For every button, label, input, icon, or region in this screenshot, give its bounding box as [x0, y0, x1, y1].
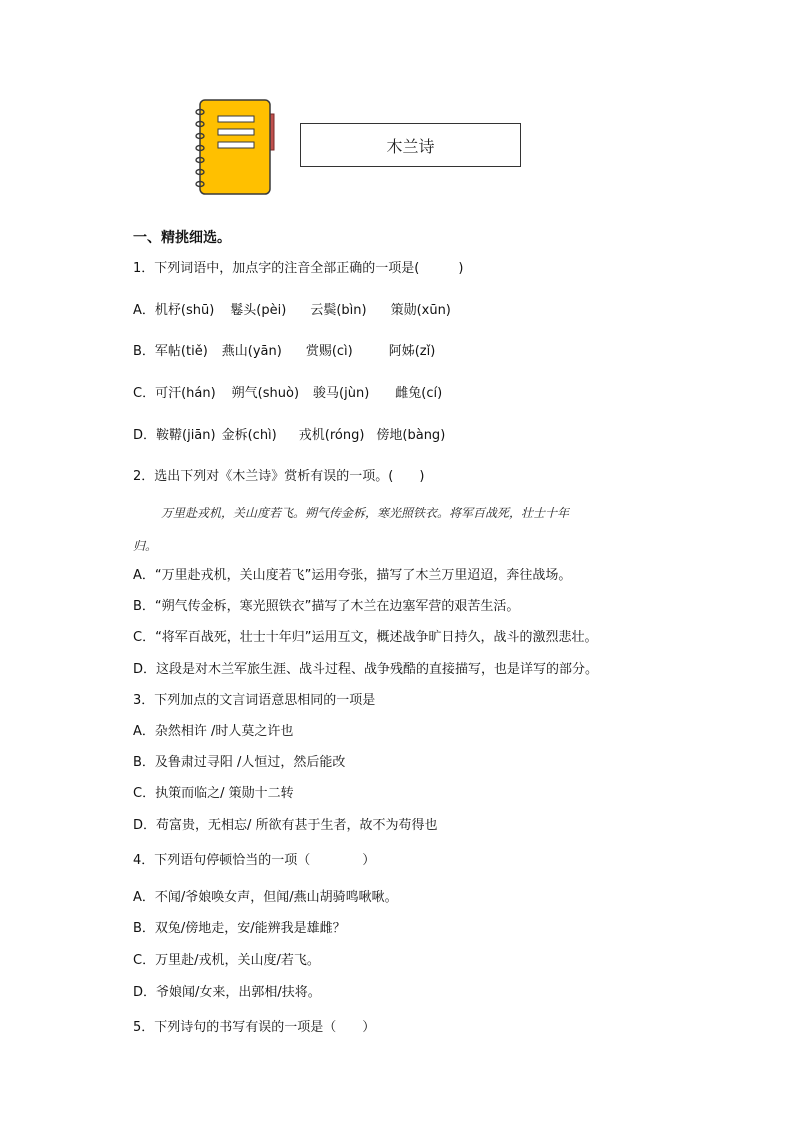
q2-option-d: D．这段是对木兰军旅生涯、战斗过程、战争残酷的直接描写，也是详写的部分。: [133, 662, 599, 677]
q2-quote-line2: 归。: [133, 539, 158, 553]
q1-c-2: 朔气(shuò): [231, 386, 300, 401]
q1-a-3: 云鬓(bìn): [310, 303, 367, 318]
q1-a-1: A．机杼(shū): [133, 303, 215, 318]
q2-stem: 2．选出下列对《木兰诗》赏析有误的一项。( ): [133, 469, 425, 484]
q1-a-2: 鬈头(pèi): [230, 303, 287, 318]
q3-stem: 3．下列加点的文言词语意思相同的一项是: [133, 693, 376, 708]
section-heading: 一、精挑细选。: [133, 230, 231, 246]
q1-d-1: D．鞍鞯(jiān): [133, 428, 216, 443]
q4-option-d: D．爷娘闻/女来，出郭相/扶将。: [133, 985, 321, 1000]
q1-c-1: C．可汗(hán): [133, 386, 216, 401]
q1-d-3: 戎机(róng): [298, 428, 365, 443]
q2-option-c: C．“将军百战死，壮士十年归”运用互文，概述战争旷日持久，战斗的激烈悲壮。: [133, 630, 598, 645]
q4-option-a: A．不闻/爷娘唤女声，但闻/燕山胡骑鸣啾啾。: [133, 890, 398, 905]
q4-option-b: B．双兔/傍地走，安/能辨我是雄雌？: [133, 921, 346, 936]
q4-stem: 4．下列语句停顿恰当的一项（ ）: [133, 853, 376, 868]
q1-option-d: [133, 427, 445, 445]
q1-stem: 1．下列词语中，加点字的注音全部正确的一项是( ): [133, 261, 464, 276]
q1-b-1: B．军帖(tiě): [133, 344, 208, 359]
q1-d-2: 金柝(chì): [221, 428, 277, 443]
q2-quote-line1: 万里赴戎机，关山度若飞。朔气传金柝，寒光照铁衣。将军百战死，壮士十年: [161, 506, 570, 520]
q1-option-b: [133, 343, 435, 361]
q1-d-4: 傍地(bàng): [376, 428, 446, 443]
q1-c-4: 雌兔(cí): [395, 386, 443, 401]
q1-b-3: 赏赐(cì): [305, 344, 353, 359]
q2-quote: [133, 497, 638, 563]
page-title: 木兰诗: [386, 136, 435, 156]
q1-a-4: 策勋(xūn): [390, 303, 451, 318]
q4-option-c: C．万里赴/戎机，关山度/若飞。: [133, 953, 320, 968]
q3-option-d: D．苟富贵，无相忘/ 所欲有甚于生者，故不为苟得也: [133, 818, 438, 833]
q1-b-4: 阿姊(zǐ): [388, 344, 436, 359]
title-box: [300, 123, 521, 167]
q1-b-2: 燕山(yān): [221, 344, 282, 359]
q3-option-c: C．执策而临之/ 策勋十二转: [133, 786, 294, 801]
q1-option-c: [133, 385, 442, 403]
q3-option-b: B．及鲁肃过寻阳 /人恒过，然后能改: [133, 755, 346, 770]
q3-option-a: A．杂然相许 /时人莫之许也: [133, 724, 294, 739]
q2-option-b: B．“朔气传金柝，寒光照铁衣”描写了木兰在边塞军营的艰苦生活。: [133, 599, 520, 614]
q5-stem: 5．下列诗句的书写有误的一项是（ ）: [133, 1020, 376, 1035]
q1-option-a: [133, 302, 451, 320]
notebook-icon: [190, 98, 280, 196]
q1-c-3: 骏马(jùn): [313, 386, 370, 401]
q2-option-a: A．“万里赴戎机，关山度若飞”运用夸张，描写了木兰万里迢迢，奔往战场。: [133, 568, 572, 583]
